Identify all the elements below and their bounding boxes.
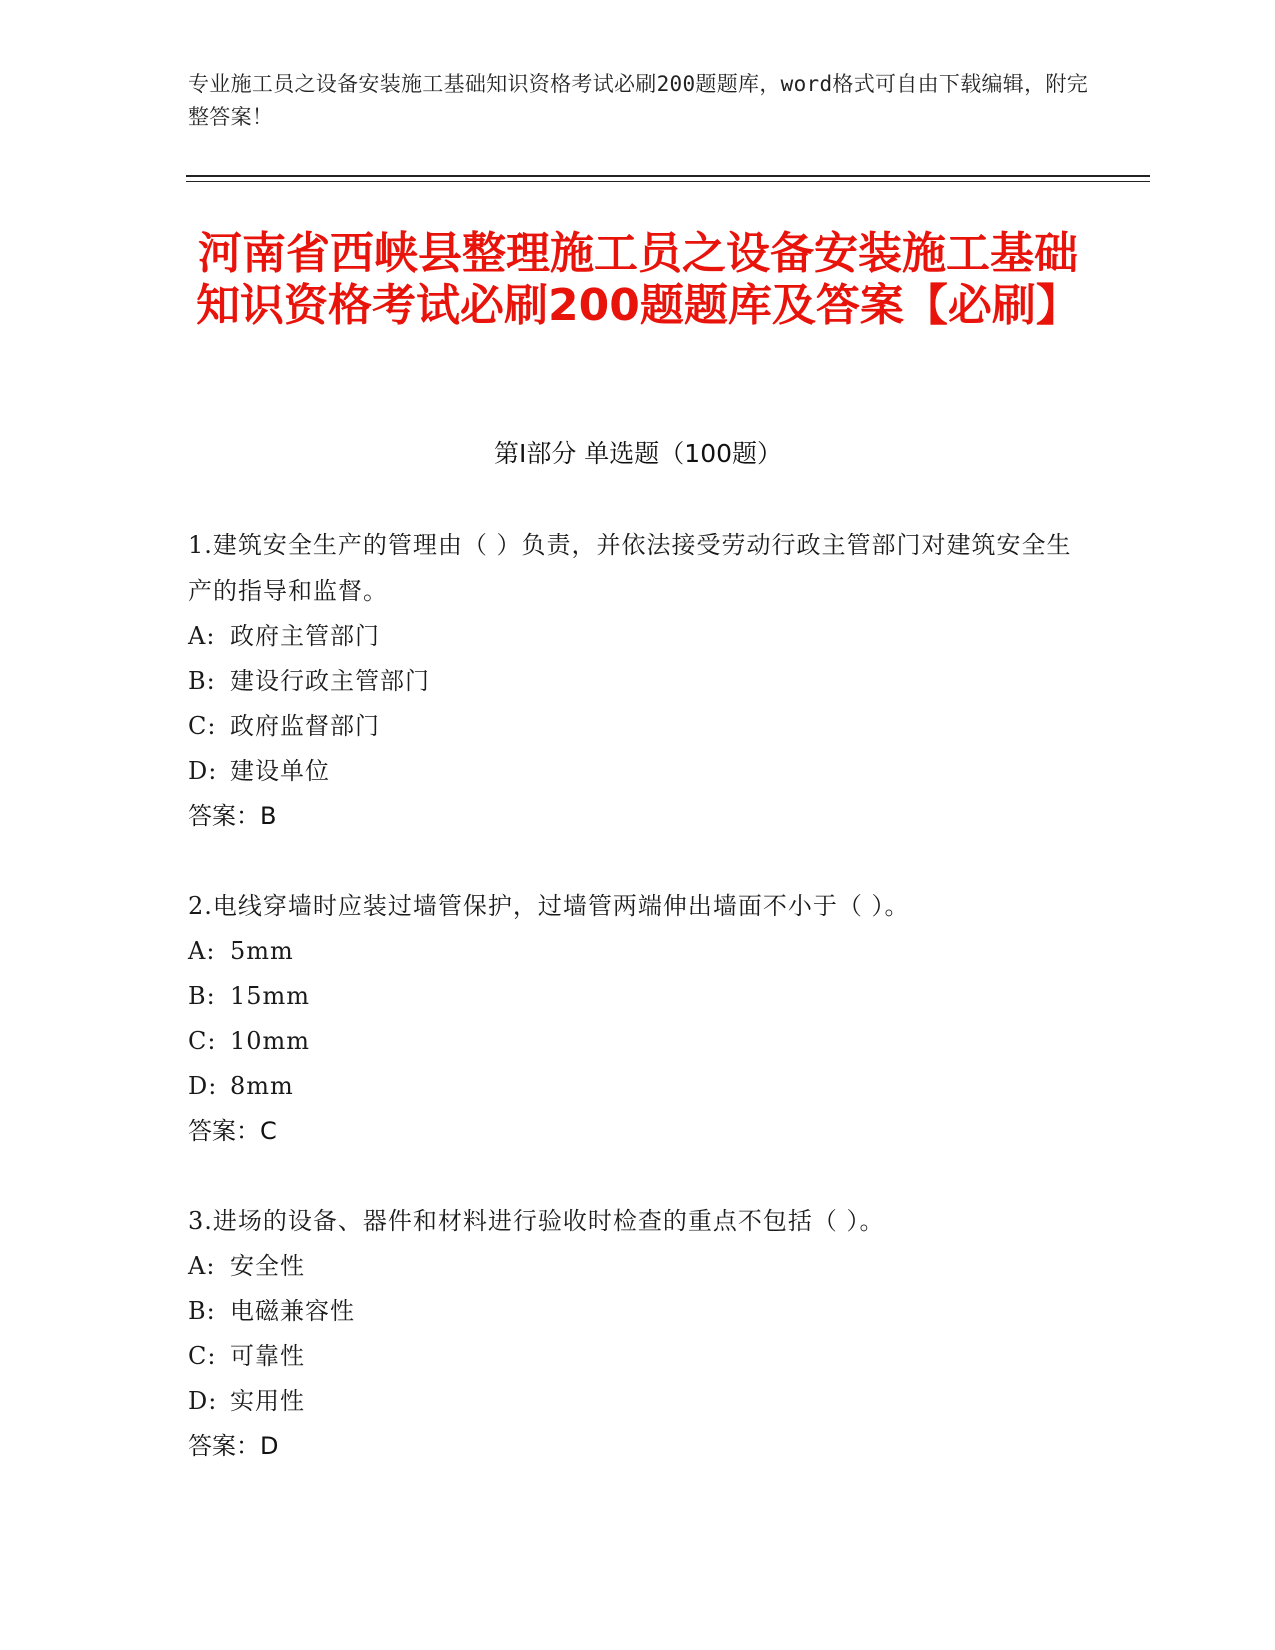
option-key: B: (188, 667, 216, 695)
option-key: A: (188, 937, 216, 965)
option-text: 15mm (230, 982, 311, 1010)
option-text: 建设行政主管部门 (230, 667, 430, 695)
option-text: 实用性 (230, 1387, 305, 1415)
question-stem: 3.进场的设备、器件和材料进行验收时检查的重点不包括（ ）。 (188, 1207, 885, 1235)
option-text: 政府监督部门 (230, 712, 380, 740)
option-key: A: (188, 622, 216, 650)
option-text: 5mm (230, 937, 294, 965)
question-stem: 2.电线穿墙时应装过墙管保护，过墙管两端伸出墙面不小于（ ）。 (188, 892, 910, 920)
question-3 (188, 1198, 1088, 1469)
option-key: C: (188, 1342, 217, 1370)
option-b (188, 974, 1088, 1019)
intro-text: 专业施工员之设备安装施工基础知识资格考试必刷200题题库，word格式可自由下载编辑，附完整答案！ (188, 72, 1088, 129)
option-text: 安全性 (230, 1252, 305, 1280)
option-text: 8mm (230, 1072, 294, 1100)
option-d (188, 1064, 1088, 1109)
option-d (188, 1379, 1088, 1424)
option-text: 可靠性 (230, 1342, 305, 1370)
option-key: B: (188, 1297, 216, 1325)
option-d (188, 749, 1088, 794)
section-heading: 第I部分 单选题（100题） (493, 439, 783, 468)
option-key: A: (188, 1252, 216, 1280)
option-key: C: (188, 712, 217, 740)
option-key: D: (188, 1072, 218, 1100)
question-2 (188, 883, 1088, 1154)
option-text: 政府主管部门 (230, 622, 380, 650)
option-key: D: (188, 1387, 218, 1415)
option-key: C: (188, 1027, 217, 1055)
answer-line: 答案：B (188, 802, 277, 830)
option-a (188, 1244, 1088, 1289)
option-key: B: (188, 982, 216, 1010)
option-c (188, 1019, 1088, 1064)
option-b (188, 659, 1088, 704)
header-divider-thin (186, 181, 1150, 182)
option-c (188, 1334, 1088, 1379)
document-title: 河南省西峡县整理施工员之设备安装施工基础知识资格考试必刷200题题库及答案【必刷】 (196, 228, 1080, 331)
option-text: 建设单位 (230, 757, 330, 785)
option-a (188, 614, 1088, 659)
answer-line: 答案：C (188, 1117, 277, 1145)
question-stem: 1.建筑安全生产的管理由（ ）负责，并依法接受劳动行政主管部门对建筑安全生产的指导和监督。 (188, 531, 1072, 605)
option-a (188, 929, 1088, 974)
option-key: D: (188, 757, 218, 785)
option-text: 电磁兼容性 (230, 1297, 355, 1325)
header-divider-thick (186, 175, 1150, 177)
option-text: 10mm (230, 1027, 311, 1055)
option-c (188, 704, 1088, 749)
option-b (188, 1289, 1088, 1334)
question-1 (188, 522, 1088, 839)
answer-line: 答案：D (188, 1432, 279, 1460)
question-list (188, 522, 1088, 1513)
